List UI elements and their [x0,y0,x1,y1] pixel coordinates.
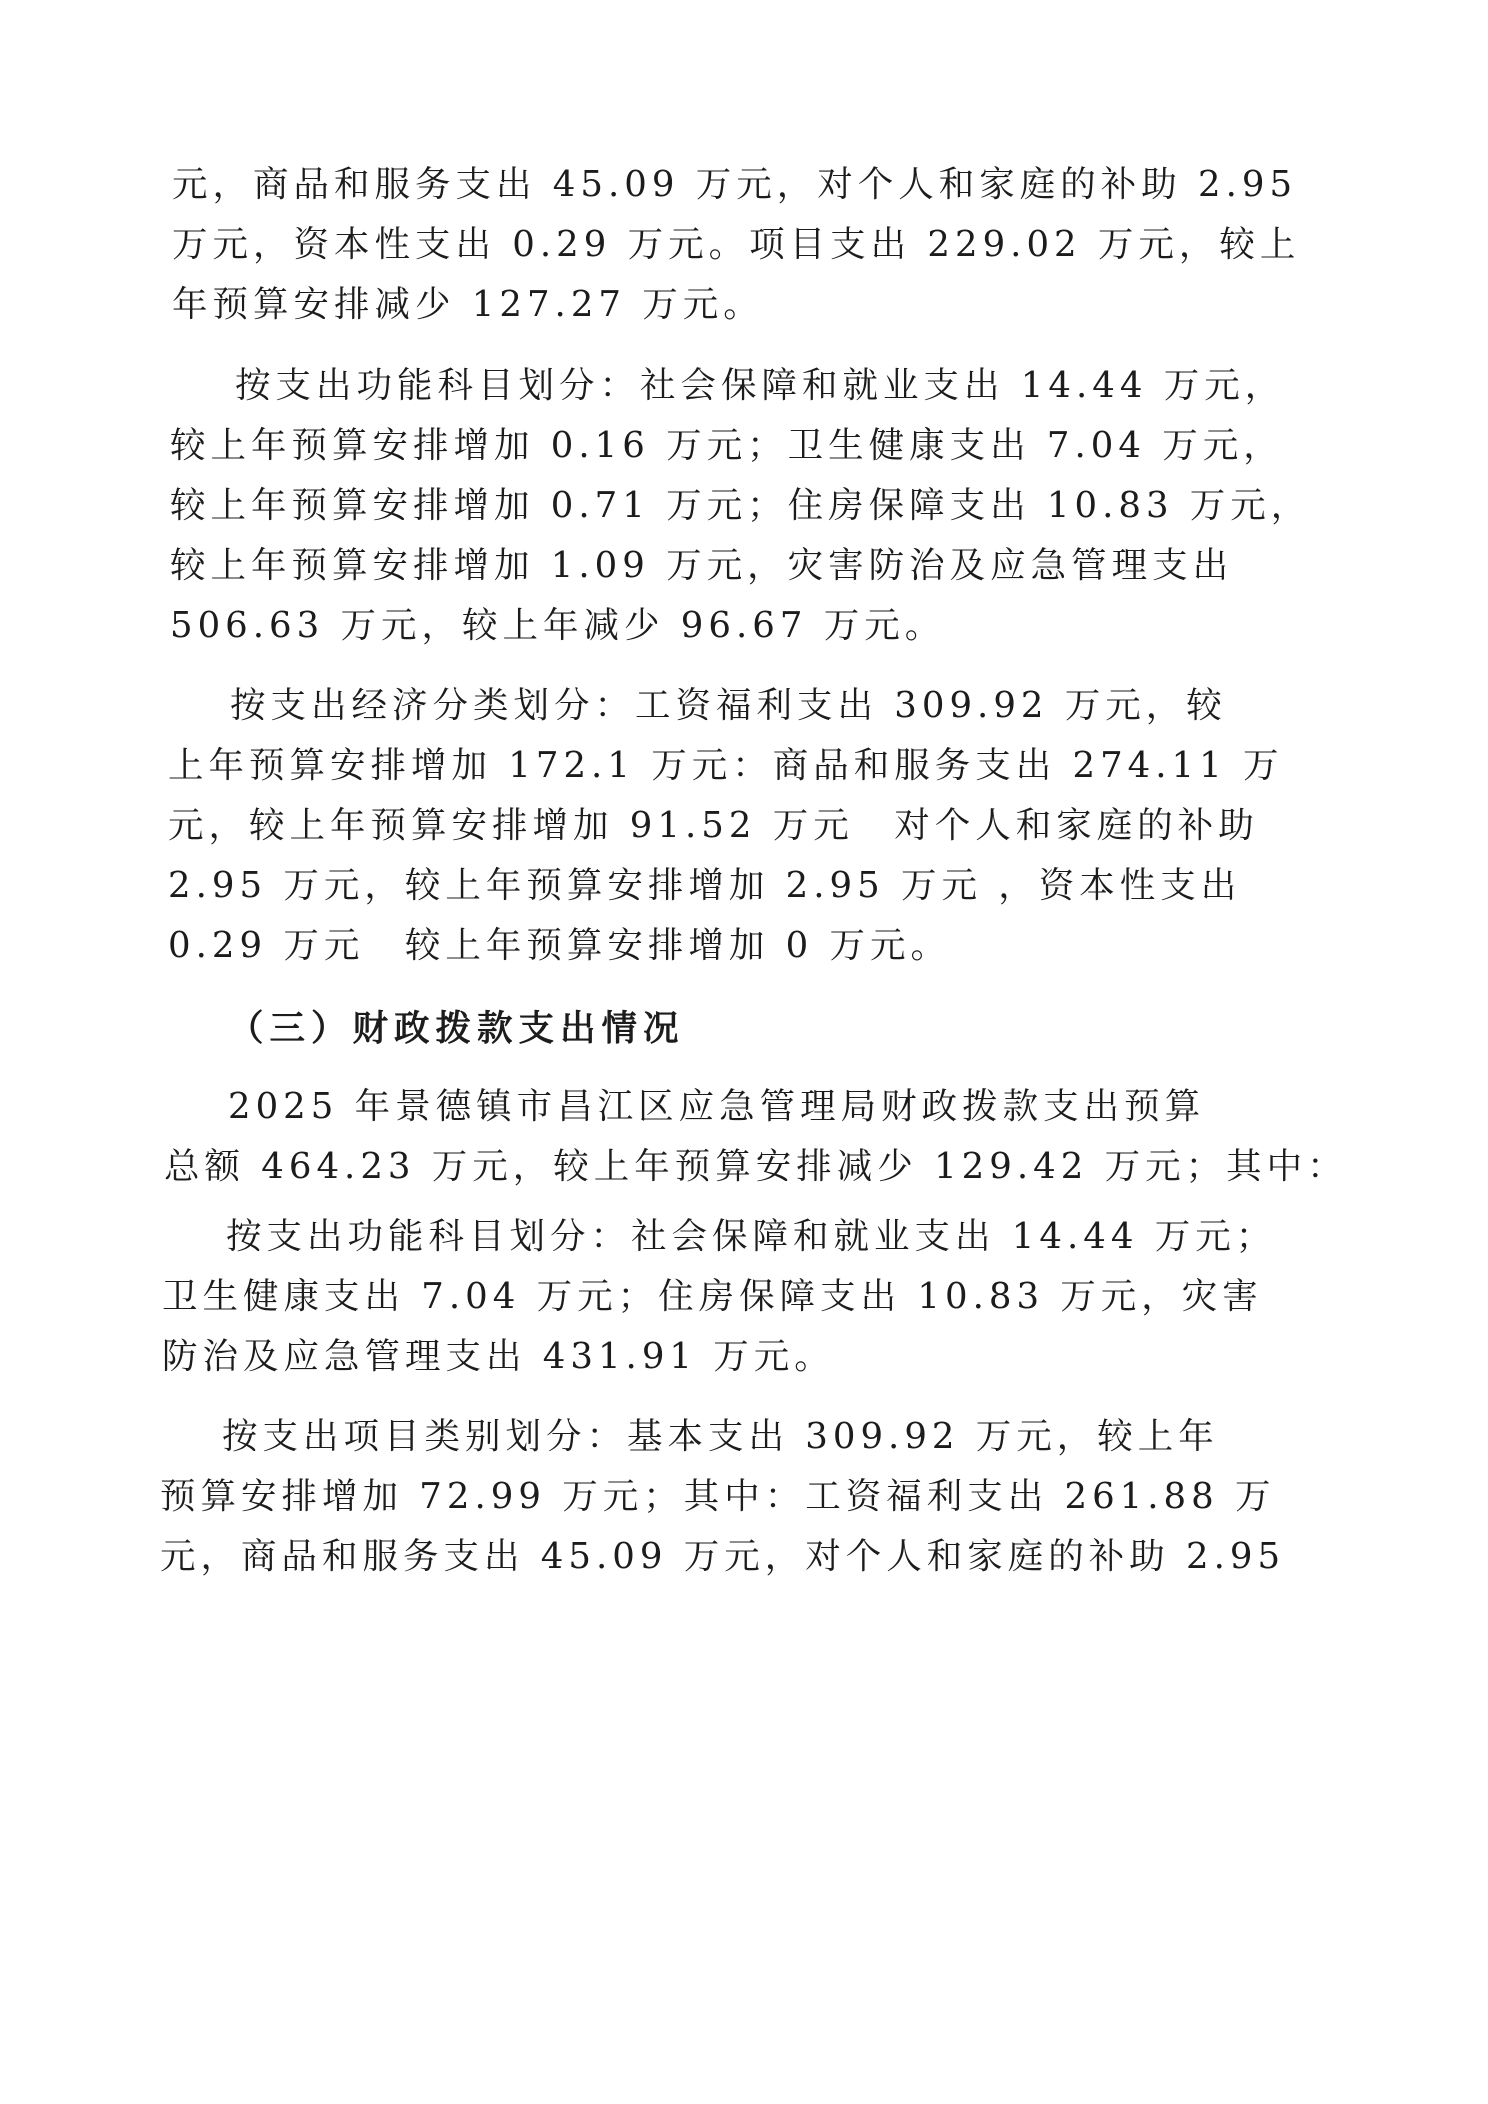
text-line: 较上年预算安排增加 0.16 万元；卫生健康支出 7.04 万元， [170,425,1284,466]
text-line: 较上年预算安排增加 0.71 万元；住房保障支出 10.83 万元， [170,485,1312,526]
text-line: 防治及应急管理支出 431.91 万元。 [162,1336,835,1377]
text-line: 元，商品和服务支出 45.09 万元，对个人和家庭的补助 2.95 [172,164,1298,205]
text-line: 0.29 万元 较上年预算安排增加 0 万元。 [168,925,951,966]
text-line: 年预算安排减少 127.27 万元。 [172,284,764,325]
paragraph-first-line: 按支出项目类别划分：基本支出 309.92 万元，较上年 [222,1416,1219,1457]
text-line: 卫生健康支出 7.04 万元；住房保障支出 10.83 万元，灾害 [162,1276,1263,1317]
paragraph-first-line: 按支出功能科目划分：社会保障和就业支出 14.44 万元， [235,365,1286,406]
text-line: 2.95 万元，较上年预算安排增加 2.95 万元 ，资本性支出 [168,865,1242,906]
text-line: 506.63 万元，较上年减少 96.67 万元。 [170,605,946,646]
text-line: 元，较上年预算安排增加 91.52 万元 对个人和家庭的补助 [168,805,1259,846]
text-line: 上年预算安排增加 172.1 万元：商品和服务支出 274.11 万 [168,745,1284,786]
text-line: 万元，资本性支出 0.29 万元。项目支出 229.02 万元，较上 [172,224,1301,265]
text-line: 较上年预算安排增加 1.09 万元，灾害防治及应急管理支出 [170,545,1234,586]
text-line: 预算安排增加 72.99 万元；其中：工资福利支出 261.88 万 [160,1476,1276,1517]
paragraph-first-line: 按支出经济分类划分：工资福利支出 309.92 万元，较 [230,685,1227,726]
paragraph-first-line: 按支出功能科目划分：社会保障和就业支出 14.44 万元； [226,1216,1277,1257]
text-line: 元，商品和服务支出 45.09 万元，对个人和家庭的补助 2.95 [160,1536,1286,1577]
paragraph-first-line: 2025 年景德镇市昌江区应急管理局财政拨款支出预算 [228,1086,1206,1127]
section-heading: （三）财政拨款支出情况 [228,1008,685,1049]
text-line: 总额 464.23 万元，较上年预算安排减少 129.42 万元；其中： [164,1146,1348,1187]
